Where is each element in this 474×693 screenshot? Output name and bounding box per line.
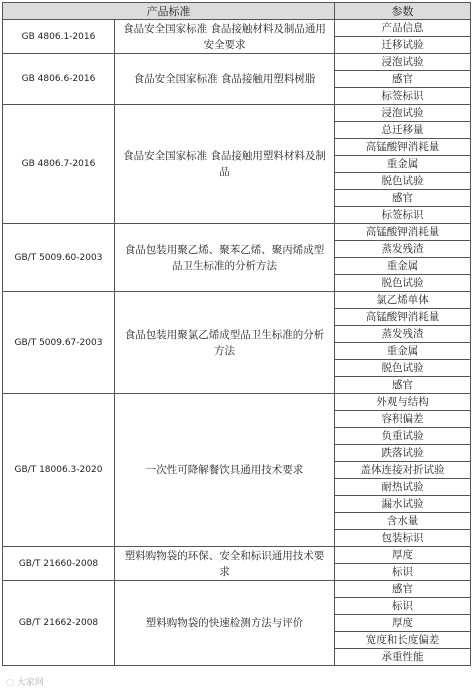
standard-name: 一次性可降解餐饮具通用技术要求 xyxy=(115,394,335,547)
parameter-cell: 感官 xyxy=(335,190,471,207)
standard-name: 塑料购物袋的环保、安全和标识通用技术要求 xyxy=(115,547,335,581)
parameter-cell: 迁移试验 xyxy=(335,37,471,54)
parameter-cell: 重金属 xyxy=(335,258,471,275)
standard-name: 食品安全国家标准 食品接触用塑料材料及制品 xyxy=(115,105,335,224)
parameter-cell: 标签标识 xyxy=(335,88,471,105)
parameter-cell: 脱色试验 xyxy=(335,173,471,190)
standard-name: 食品安全国家标准 食品接触用塑料树脂 xyxy=(115,54,335,105)
parameter-cell: 感官 xyxy=(335,581,471,598)
table-header-row xyxy=(3,3,471,20)
parameter-cell: 含水量 xyxy=(335,513,471,530)
parameter-cell: 高锰酸钾消耗量 xyxy=(335,224,471,241)
parameter-cell: 承重性能 xyxy=(335,649,471,666)
parameter-cell: 产品信息 xyxy=(335,20,471,37)
parameter-cell: 蒸发残渣 xyxy=(335,241,471,258)
header-standard: 产品标准 xyxy=(3,3,335,20)
standard-name: 食品安全国家标准 食品接触材料及制品通用安全要求 xyxy=(115,20,335,54)
parameter-cell: 跌落试验 xyxy=(335,445,471,462)
parameter-cell: 脱色试验 xyxy=(335,275,471,292)
table-row xyxy=(3,581,471,598)
parameter-cell: 高锰酸钾消耗量 xyxy=(335,309,471,326)
table-row xyxy=(3,20,471,37)
standard-name: 塑料购物袋的快速检测方法与评价 xyxy=(115,581,335,666)
parameter-cell: 外观与结构 xyxy=(335,394,471,411)
standards-table-container xyxy=(2,2,471,666)
parameter-cell: 厚度 xyxy=(335,615,471,632)
parameter-cell: 总迁移量 xyxy=(335,122,471,139)
parameter-cell: 重金属 xyxy=(335,156,471,173)
standard-code: GB/T 21660-2008 xyxy=(3,547,115,581)
parameter-cell: 氯乙烯单体 xyxy=(335,292,471,309)
table-row xyxy=(3,292,471,309)
standard-code: GB/T 5009.60-2003 xyxy=(3,224,115,292)
parameter-cell: 标识 xyxy=(335,598,471,615)
chat-bubble-icon: ◌ xyxy=(6,678,14,688)
parameter-cell: 浸泡试验 xyxy=(335,54,471,71)
parameter-cell: 重金属 xyxy=(335,343,471,360)
parameter-cell: 漏水试验 xyxy=(335,496,471,513)
standard-code: GB/T 5009.67-2003 xyxy=(3,292,115,394)
table-row xyxy=(3,394,471,411)
parameter-cell: 高锰酸钾消耗量 xyxy=(335,139,471,156)
table-row xyxy=(3,105,471,122)
parameter-cell: 盖体连接对折试验 xyxy=(335,462,471,479)
parameter-cell: 厚度 xyxy=(335,547,471,564)
parameter-cell: 蒸发残渣 xyxy=(335,326,471,343)
parameter-cell: 耐热试验 xyxy=(335,479,471,496)
parameter-cell: 标识 xyxy=(335,564,471,581)
parameter-cell: 感官 xyxy=(335,377,471,394)
parameter-cell: 包装标识 xyxy=(335,530,471,547)
parameter-cell: 宽度和长度偏差 xyxy=(335,632,471,649)
standard-code: GB 4806.6-2016 xyxy=(3,54,115,105)
parameter-cell: 脱色试验 xyxy=(335,360,471,377)
standard-code: GB/T 21662-2008 xyxy=(3,581,115,666)
standards-table xyxy=(2,2,471,666)
parameter-cell: 浸泡试验 xyxy=(335,105,471,122)
standard-name: 食品包装用聚乙烯、聚苯乙烯、聚丙烯成型品卫生标准的分析方法 xyxy=(115,224,335,292)
standard-code: GB/T 18006.3-2020 xyxy=(3,394,115,547)
parameter-cell: 标签标识 xyxy=(335,207,471,224)
table-row xyxy=(3,54,471,71)
table-row xyxy=(3,224,471,241)
standard-name: 食品包装用聚氯乙烯成型品卫生标准的分析方法 xyxy=(115,292,335,394)
standard-code: GB 4806.1-2016 xyxy=(3,20,115,54)
standard-code: GB 4806.7-2016 xyxy=(3,105,115,224)
table-body xyxy=(3,20,471,666)
table-row xyxy=(3,547,471,564)
header-params: 参数 xyxy=(335,3,471,20)
parameter-cell: 感官 xyxy=(335,71,471,88)
parameter-cell: 负重试验 xyxy=(335,428,471,445)
parameter-cell: 容积偏差 xyxy=(335,411,471,428)
watermark-logo xyxy=(6,675,44,688)
watermark-text: 大家网 xyxy=(16,678,44,688)
